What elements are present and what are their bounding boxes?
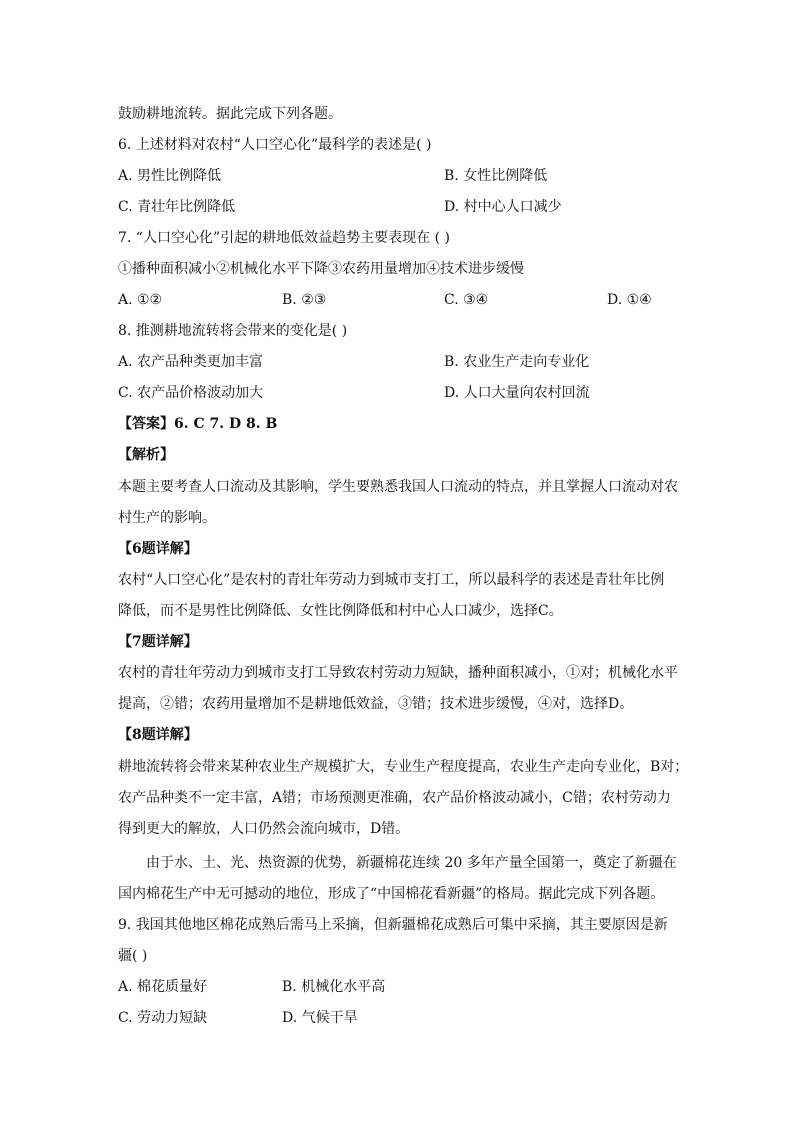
detail-7-line-2: 提高，②错；农药用量增加不是耕地低效益，③错；技术进步缓慢，④对，选择D。 bbox=[118, 696, 634, 712]
question-7-option-c: C. ③④ bbox=[444, 292, 489, 308]
question-8-option-b: B. 农业生产走向专业化 bbox=[444, 354, 590, 370]
analysis-heading: 【解析】 bbox=[118, 447, 174, 463]
detail-6-line-2: 降低，而不是男性比例降低、女性比例降低和村中心人口减少，选择C。 bbox=[118, 603, 563, 619]
question-6-option-b: B. 女性比例降低 bbox=[444, 168, 548, 184]
question-7-option-d: D. ①④ bbox=[607, 292, 652, 308]
question-8-option-c: C. 农产品价格波动加大 bbox=[118, 385, 264, 401]
detail-8-line-3: 得到更大的解放，人口仍然会流向城市，D错。 bbox=[118, 821, 410, 837]
detail-7-heading: 【7题详解】 bbox=[118, 634, 198, 650]
detail-6-heading: 【6题详解】 bbox=[118, 541, 198, 557]
question-6-stem: 6. 上述材料对农村“人口空心化”最科学的表述是( ) bbox=[118, 137, 432, 153]
question-7-option-b: B. ②③ bbox=[282, 292, 327, 308]
question-9-stem-line-2: 疆( ) bbox=[118, 948, 148, 964]
question-7-option-a: A. ①② bbox=[118, 292, 163, 308]
question-8-option-d: D. 人口大量向农村回流 bbox=[444, 385, 590, 401]
intro-tail: 鼓励耕地流转。据此完成下列各题。 bbox=[118, 106, 342, 122]
question-6-option-d: D. 村中心人口减少 bbox=[444, 199, 562, 215]
question-7-stem: 7. “人口空心化”引起的耕地低效益趋势主要表现在 ( ) bbox=[118, 230, 450, 246]
question-7-statement: ①播种面积减小②机械化水平下降③农药用量增加④技术进步缓慢 bbox=[118, 261, 524, 277]
question-9-option-b: B. 机械化水平高 bbox=[282, 979, 386, 995]
question-6-option-a: A. 男性比例降低 bbox=[118, 168, 222, 184]
question-9-option-d: D. 气候干旱 bbox=[282, 1010, 358, 1026]
question-8-option-a: A. 农产品种类更加丰富 bbox=[118, 354, 264, 370]
detail-8-line-2: 农产品种类不一定丰富，A错；市场预测更准确，农产品价格波动减小，C错；农村劳动力 bbox=[118, 790, 671, 806]
answer-line: 【答案】6. C 7. D 8. B bbox=[118, 416, 278, 432]
passage-2-line-1: 由于水、土、光、热资源的优势，新疆棉花连续 20 多年产量全国第一，奠定了新疆在 bbox=[146, 855, 677, 871]
passage-2-line-2: 国内棉花生产中无可撼动的地位，形成了“中国棉花看新疆”的格局。据此完成下列各题。 bbox=[118, 886, 665, 902]
detail-6-line-1: 农村“人口空心化”是农村的青壮年劳动力到城市支打工，所以最科学的表述是青壮年比例 bbox=[118, 572, 665, 588]
analysis-text-line-1: 本题主要考查人口流动及其影响，学生要熟悉我国人口流动的特点，并且掌握人口流动对农 bbox=[118, 479, 678, 495]
detail-7-line-1: 农村的青壮年劳动力到城市支打工导致农村劳动力短缺，播种面积减小，①对；机械化水平 bbox=[118, 665, 678, 681]
question-9-stem-line-1: 9. 我国其他地区棉花成熟后需马上采摘，但新疆棉花成熟后可集中采摘，其主要原因是新 bbox=[118, 917, 668, 933]
question-6-option-c: C. 青壮年比例降低 bbox=[118, 199, 236, 215]
analysis-text-line-2: 村生产的影响。 bbox=[118, 510, 216, 526]
detail-8-line-1: 耕地流转将会带来某种农业生产规模扩大，专业生产程度提高，农业生产走向专业化，B对； bbox=[118, 759, 689, 775]
question-9-option-c: C. 劳动力短缺 bbox=[118, 1010, 208, 1026]
detail-8-heading: 【8题详解】 bbox=[118, 727, 198, 743]
question-8-stem: 8. 推测耕地流转将会带来的变化是( ) bbox=[118, 323, 348, 339]
question-9-option-a: A. 棉花质量好 bbox=[118, 979, 208, 995]
